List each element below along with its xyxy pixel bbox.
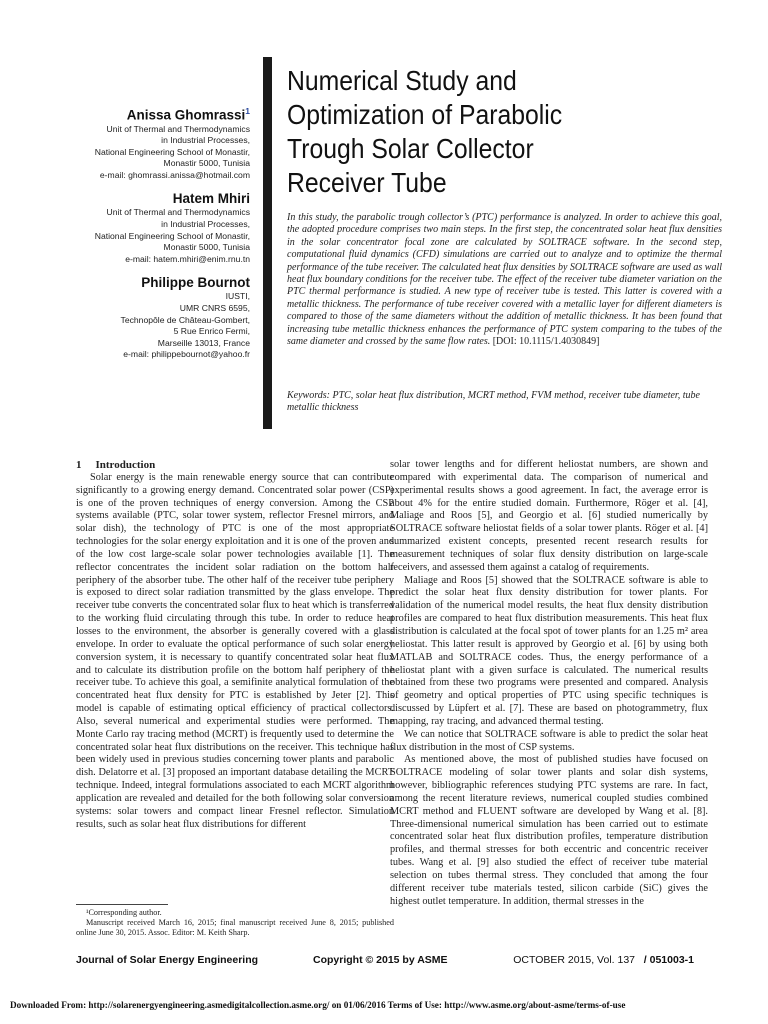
author-email: e-mail: ghomrassi.anissa@hotmail.com xyxy=(99,169,250,180)
footnote: ¹Corresponding author. xyxy=(86,908,162,917)
affiliation-line: in Industrial Processes, xyxy=(161,135,250,146)
body-column-right xyxy=(390,459,708,909)
title-line: Numerical Study and xyxy=(287,65,517,96)
affiliation-line: in Industrial Processes, xyxy=(161,219,250,230)
author-name: Anissa Ghomrassi$^1$ xyxy=(126,106,250,123)
footnote-rule xyxy=(76,904,168,905)
title-divider-bar xyxy=(263,57,272,429)
body-paragraph: solar tower lengths and for different heliostat numbers, are shown and compared with experimental data. The comparison of numerical and experimental results shows a good agreement. In fact, the average error is about 4% for the entire studied domain. Furthermore, Röger et al. [4], Maliage and Roos [5], and Georgio et al. [6] studied numerically by SOLTRACE software heliostat fields of a solar tower plants. Röger et al. [4] summarized existent concepts, presented recent research results for measurement techniques of solar flux density distribution on large-scale receivers, and assessed them against a catalog of requirements. xyxy=(390,459,708,573)
journal-name: Journal of Solar Energy Engineering xyxy=(76,954,259,966)
author-affiliation xyxy=(92,124,250,182)
article-title xyxy=(287,64,707,200)
footnote-marker[interactable]: 1 xyxy=(245,106,250,116)
body-paragraph: Solar energy is the main renewable energy source that can contribute significantly to a growing energy demand. Concentrated solar power (CSP) is one of the proven techniques of energy conversion. Among the CSP systems available (PTC, solar tower system, reflector Fresnel mirrors, and solar dish), the technology of PTC is one of the most appropriate technologies for the solar energy exploitation and it is one of the proven and of the low cost large-scale solar power technologies available [1]. The reflector concentrates the incident solar radiation on the bottom half periphery of the absorber tube. The other half of the receiver tube periphery is exposed to direct solar radiation transmitted by the glass envelope. The receiver tube converts the concentrated solar flux to heat which is transferred to the working fluid circulating through this tube. In order to reduce heat losses to the environment, the absorber is generally covered with a glass envelope. In order to evaluate the optical performance of such solar energy conversion system, it is necessary to quantify concentrated solar heat flux and to calculate its distribution profile on the bottom half periphery of the receiver tube. To achieve this goal, a semifinite analytical formulation of the concentrated heat flux density for PTC is established by Jeter [2]. This model is capable of estimating optical efficiency of practical collectors. Also, several numerical and experimental studies were performed. The Monte Carlo ray tracing method (MCRT) is frequently used to determine the concentrated solar heat flux distributions on the receiver. This technique has been widely used in previous studies concerning tower plants and parabolic dish. Delatorre et al. [3] proposed an important database detailing the MCRT technique. Indeed, integral formulations associated to each MCRT algorithm application are revealed and detailed for the both following solar conversion systems: solar towers and compact linear Fresnel reflector. Simulation results, such as solar heat flux distributions for different xyxy=(76,471,394,830)
affiliation-line: Technopôle de Château-Gombert, xyxy=(120,314,250,325)
copyright-notice: Copyright © 2015 by ASME xyxy=(313,954,448,966)
author-list xyxy=(92,103,250,361)
title-line: Trough Solar Collector xyxy=(287,133,534,164)
affiliation-line: UMR CNRS 6595, xyxy=(179,303,250,314)
author-affiliation xyxy=(92,207,250,265)
affiliation-line: IUSTI, xyxy=(225,291,250,302)
body-paragraph: As mentioned above, the most of published studies have focused on SOLTRACE modeling of solar tower plants and solar dish systems, however, bibliographic references studying PTC systems are rare. In fact, among the recent literature reviews, numerical coupled studies combined MCRT method and FLUENT software are developed by Wang et al. [8]. Three-dimensional numerical simulation has been carried out to estimate concentrated solar heat flux distribution profiles, temperature distribution profiles, and thermal stresses for both eccentric and concentric receiver tubes. Wang et al. [9] also studied the effect of receiver tube material selection on tubes thermal stress. They concluded that among the four different receiver tube materials tested, silicon carbide (SiC) gives the highest outlet temperature. In addition, thermal stresses in the xyxy=(390,754,708,907)
page-footer xyxy=(76,954,694,968)
title-line: Optimization of Parabolic xyxy=(287,99,563,130)
abstract xyxy=(287,212,722,348)
section-heading: 1 Introduction xyxy=(76,459,156,471)
doi-link[interactable]: [DOI: 10.1115/1.4030849] xyxy=(492,336,600,348)
affiliation-line: Monastir 5000, Tunisia xyxy=(163,242,250,253)
author-email: e-mail: philippebournot@yahoo.fr xyxy=(123,349,250,360)
affiliation-line: Marseille 13013, France xyxy=(157,337,250,348)
affiliation-line: National Engineering School of Monastir, xyxy=(94,230,250,241)
issue-info: OCTOBER 2015, Vol. 137 / 051003-1 xyxy=(513,954,694,966)
author-affiliation xyxy=(92,291,250,361)
keywords: Keywords: PTC, solar heat flux distribution, MCRT method, FVM method, receiver tube diameter, tube metallic thickness xyxy=(287,390,700,414)
body-paragraph: We can notice that SOLTRACE software is able to predict the solar heat flux distribution in the most of CSP systems. xyxy=(390,728,708,753)
author-name: Philippe Bournot xyxy=(141,275,250,291)
affiliation-line: Unit of Thermal and Thermodynamics xyxy=(106,123,250,134)
footnote: Manuscript received March 16, 2015; final manuscript received June 8, 2015; published online June 30, 2015. Assoc. Editor: M. Keith Sharp. xyxy=(76,918,394,938)
affiliation-line: 5 Rue Enrico Fermi, xyxy=(173,326,250,337)
download-notice[interactable]: Downloaded From: http://solarenergyengineering.asmedigitalcollection.asme.org/ on 01/06/2016 Terms of Use: http://www.asme.org/about-asme/terms-of-use xyxy=(10,1000,626,1010)
footnotes xyxy=(76,908,394,939)
author-name: Hatem Mhiri xyxy=(172,191,250,207)
abstract-text: In this study, the parabolic trough collector’s (PTC) performance is analyzed. In order to achieve this goal, the adopted procedure comprises two main steps. In the first step, the concentrated solar heat flux densities in the solar concentrator focal zone are calculated by SOLTRACE software. In the second step, computational fluid dynamics (CFD) simulations are carried out to analyze and to optimize the thermal performance of the tube receiver. The calculated heat flux densities by SOLTRACE software are used as wall heat flux boundary conditions for the receiver tube. The effect of the receiver tube diameter variation on the PTC thermal performance is studied. A new type of receiver tube is tested. This latter is covered with a metallic thickness. The performance of tube receiver covered with a metallic layer for different diameters is compared to those of the same diameters without the addition of metallic thickness. It has been found that increasing tube metallic thickness enhances the performance of PTC system comparing to the tubes of the same diameter and crossed by the same flow rates. xyxy=(287,212,723,348)
body-column-left xyxy=(76,459,394,831)
title-line: Receiver Tube xyxy=(287,167,447,198)
affiliation-line: Unit of Thermal and Thermodynamics xyxy=(106,207,250,218)
author-email: e-mail: hatem.mhiri@enim.rnu.tn xyxy=(125,253,250,264)
affiliation-line: National Engineering School of Monastir, xyxy=(94,146,250,157)
affiliation-line: Monastir 5000, Tunisia xyxy=(163,158,250,169)
body-paragraph: Maliage and Roos [5] showed that the SOLTRACE software is able to predict the solar heat flux density distribution for tower plants. For validation of the numerical model results, the heat flux density distribution profiles are compared to heat flux distribution measurements. This heat flux distribution is calculated at the focal spot of tower plants for an 1.25 m² area heliostat. This latter result is approved by Georgio et al. [6] by using both MATLAB and SOLTRACE codes. Thus, the energy performance of a heliostat plant with a given surface is calculated. The numerical results obtained from these two programs were presented and compared. Analysis of geometry and optical properties of PTC using specific techniques is discussed by Lüpfert et al. [7]. These are based on photogrammetry, flux mapping, ray tracing, and advanced thermal testing. xyxy=(390,574,708,727)
